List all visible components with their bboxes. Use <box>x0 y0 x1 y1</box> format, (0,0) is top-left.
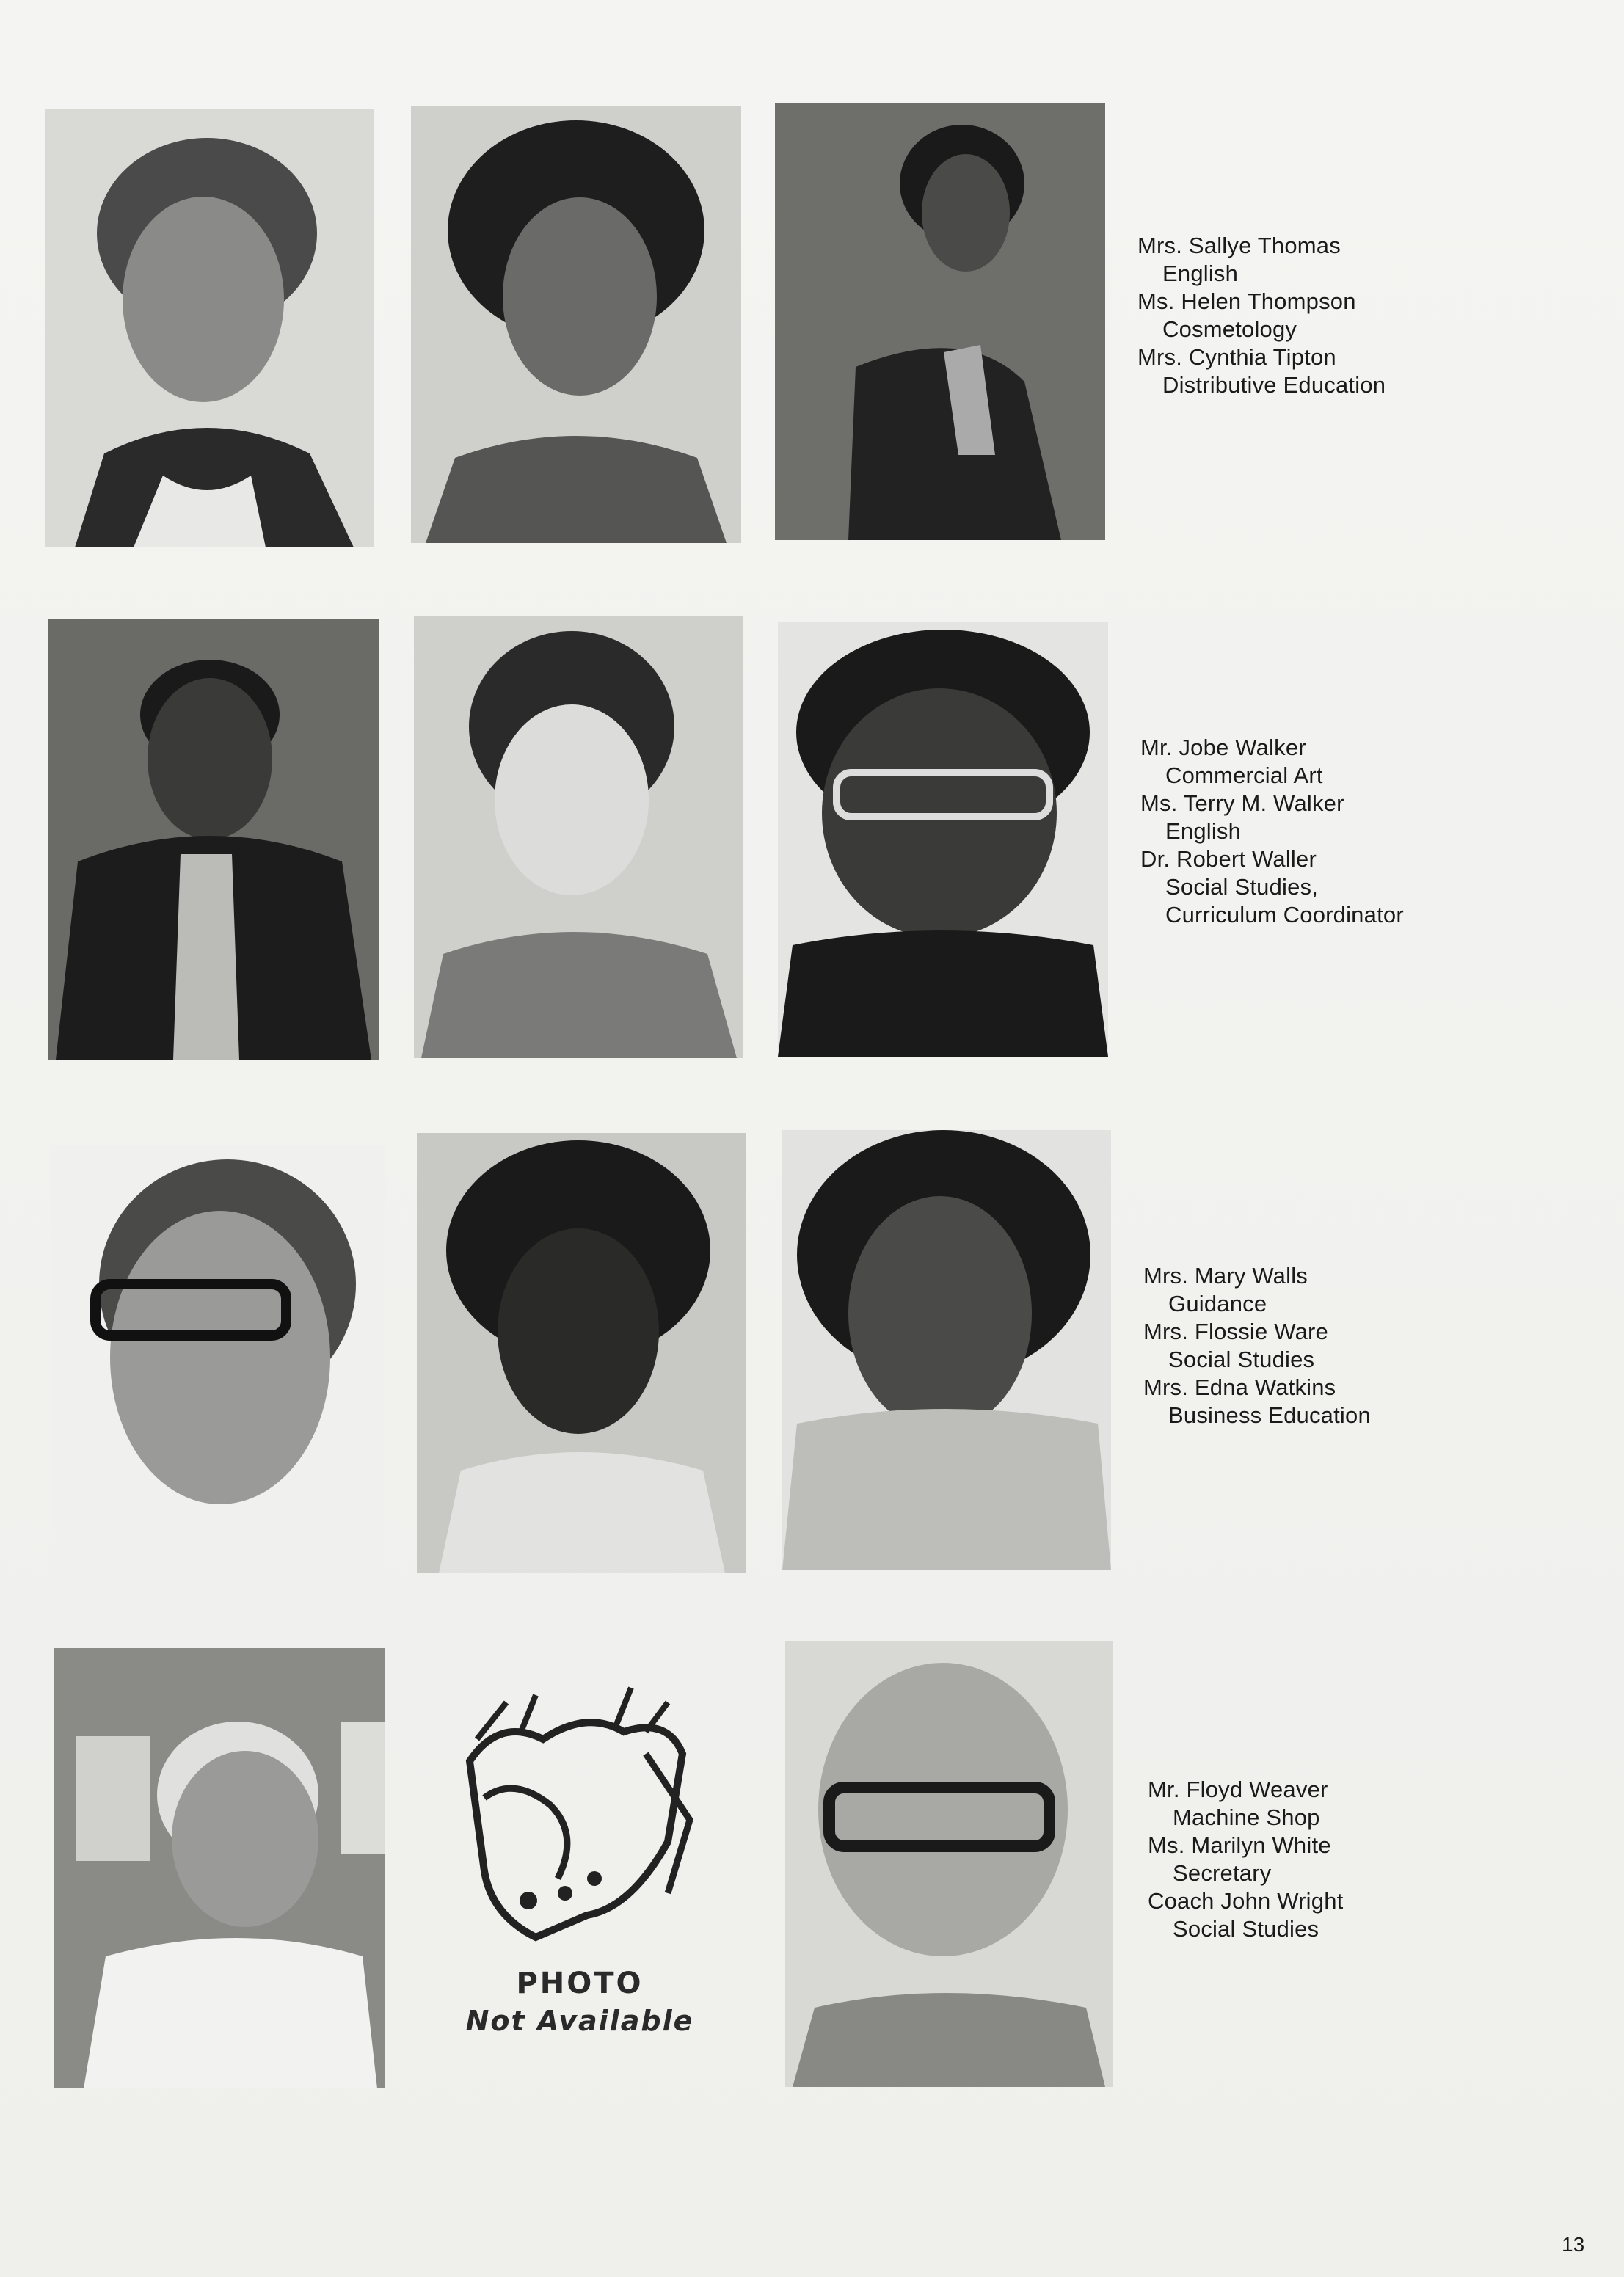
staff-name: Coach John Wright <box>1148 1888 1344 1914</box>
staff-role: Distributive Education <box>1162 372 1386 398</box>
staff-name: Mrs. Mary Walls <box>1143 1263 1308 1289</box>
portrait-photo-jobe-walker <box>48 619 379 1060</box>
staff-name: Ms. Terry M. Walker <box>1140 790 1344 816</box>
staff-name: Mr. Jobe Walker <box>1140 735 1306 760</box>
portrait-photo-thompson <box>411 106 741 543</box>
staff-name: Mrs. Flossie Ware <box>1143 1319 1328 1344</box>
page-number: 13 <box>1562 2233 1585 2256</box>
placeholder-line-2: Not Available <box>465 2005 694 2037</box>
portrait-photo-walls <box>51 1145 385 1575</box>
staff-role: Social Studies <box>1173 1916 1319 1942</box>
staff-name: Mrs. Cynthia Tipton <box>1137 344 1336 370</box>
staff-role: Cosmetology <box>1162 316 1297 342</box>
staff-name: Ms. Helen Thompson <box>1137 288 1356 314</box>
staff-role: Machine Shop <box>1173 1804 1320 1830</box>
portrait-photo-tipton <box>775 103 1105 540</box>
staff-name: Ms. Marilyn White <box>1148 1832 1331 1858</box>
photo-not-available-placeholder <box>426 1673 734 2084</box>
staff-name: Dr. Robert Waller <box>1140 846 1317 872</box>
tiger-mascot-icon <box>426 1673 734 1967</box>
staff-role: English <box>1162 261 1239 286</box>
staff-name: Mrs. Edna Watkins <box>1143 1374 1336 1400</box>
caption-group-1 <box>1137 232 1386 399</box>
caption-group-2 <box>1140 734 1404 929</box>
caption-group-4 <box>1148 1776 1343 1943</box>
placeholder-line-1: PHOTO <box>516 1967 644 2000</box>
staff-name: Mrs. Sallye Thomas <box>1137 233 1341 258</box>
staff-role: Commercial Art <box>1165 762 1323 788</box>
staff-role: Social Studies <box>1168 1347 1315 1372</box>
portrait-photo-waller <box>778 622 1108 1057</box>
staff-role: Social Studies, <box>1165 874 1319 900</box>
portrait-photo-weaver <box>54 1648 385 2088</box>
staff-role: Guidance <box>1168 1291 1267 1316</box>
staff-role: English <box>1165 818 1242 844</box>
staff-role: Secretary <box>1173 1860 1272 1886</box>
portrait-photo-ware <box>417 1133 746 1573</box>
caption-group-3 <box>1143 1262 1371 1429</box>
portrait-photo-watkins <box>782 1130 1111 1570</box>
portrait-photo-terry-walker <box>414 616 743 1058</box>
staff-name: Mr. Floyd Weaver <box>1148 1777 1328 1802</box>
portrait-photo-wright <box>785 1641 1113 2087</box>
staff-role: Business Education <box>1168 1402 1371 1428</box>
staff-role: Curriculum Coordinator <box>1165 902 1404 928</box>
portrait-photo-thomas <box>45 109 374 547</box>
